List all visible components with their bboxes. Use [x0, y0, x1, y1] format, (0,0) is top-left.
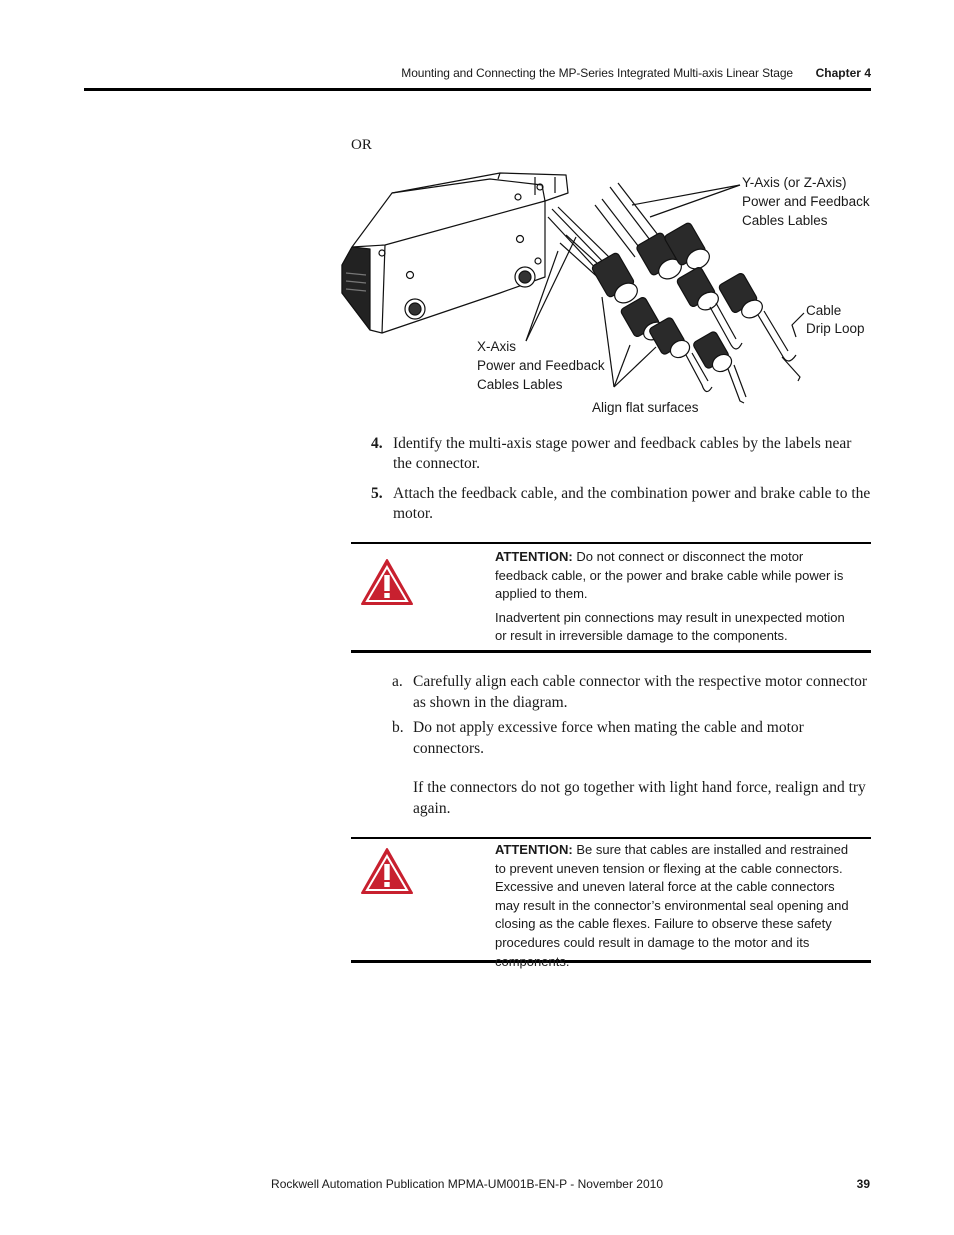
or-text: OR	[351, 137, 372, 153]
connector-diagram	[330, 165, 870, 420]
footer-publication: Rockwell Automation Publication MPMA-UM001B-EN-P - November 2010	[271, 1177, 663, 1191]
attention-text: Be sure that cables are installed and restrained to prevent uneven tension or flexing at the cable connectors. Excessive and uneven lateral force at the cable connectors may result in the connector’s environmental seal opening and closing as the cable flexes. Failure to observe these safety procedures could result in damage to the motor and its components.	[495, 842, 849, 969]
attention-text: Do not connect or disconnect the motor feedback cable, or the power and brake cable while power is applied to them.	[495, 549, 844, 602]
y-axis-label-line2: Power and Feedback	[742, 194, 870, 209]
step-number: 5.	[371, 485, 383, 502]
substep-text: Carefully align each cable connector with the respective motor connector as shown in the diagram.	[413, 673, 868, 711]
step-text: Identify the multi-axis stage power and feedback cables by the labels near the connector.	[393, 435, 852, 472]
attention-box-2	[351, 837, 871, 969]
step-number: 4.	[371, 435, 383, 452]
substep-letter: a.	[392, 673, 403, 690]
drip-loop-label-line2: Drip Loop	[806, 321, 865, 336]
header-rule	[84, 88, 871, 91]
x-axis-label-line1: X-Axis	[477, 339, 517, 354]
x-axis-label-line2: Power and Feedback	[477, 358, 605, 373]
attention-heading: ATTENTION:	[495, 842, 573, 857]
step-4	[371, 434, 871, 474]
warning-triangle-icon	[360, 558, 414, 606]
header-chapter: Chapter 4	[815, 66, 871, 80]
substep-letter: b.	[392, 719, 404, 736]
attention-box	[351, 542, 871, 653]
y-axis-label-line1: Y-Axis (or Z-Axis)	[742, 175, 847, 190]
attention-text-2: Inadvertent pin connections may result in unexpected motion or result in irreversible damage to the components.	[495, 609, 845, 644]
step-text: Attach the feedback cable, and the combination power and brake cable to the motor.	[393, 485, 871, 522]
page-number: 39	[856, 1177, 870, 1191]
note-paragraph: If the connectors do not go together with light hand force, realign and try again.	[413, 779, 866, 817]
align-flat-label: Align flat surfaces	[592, 400, 699, 415]
drip-loop-label-line1: Cable	[806, 303, 842, 318]
substep-b	[392, 717, 872, 759]
header-title: Mounting and Connecting the MP-Series Integrated Multi-axis Linear Stage	[401, 66, 793, 80]
step-5	[371, 484, 871, 524]
x-axis-label-line3: Cables Lables	[477, 377, 563, 392]
attention-heading: ATTENTION:	[495, 549, 573, 564]
warning-triangle-icon	[360, 847, 414, 895]
y-axis-label-line3: Cables Lables	[742, 213, 828, 228]
substep-a	[392, 671, 872, 713]
substep-text: Do not apply excessive force when mating the cable and motor connectors.	[413, 719, 804, 757]
